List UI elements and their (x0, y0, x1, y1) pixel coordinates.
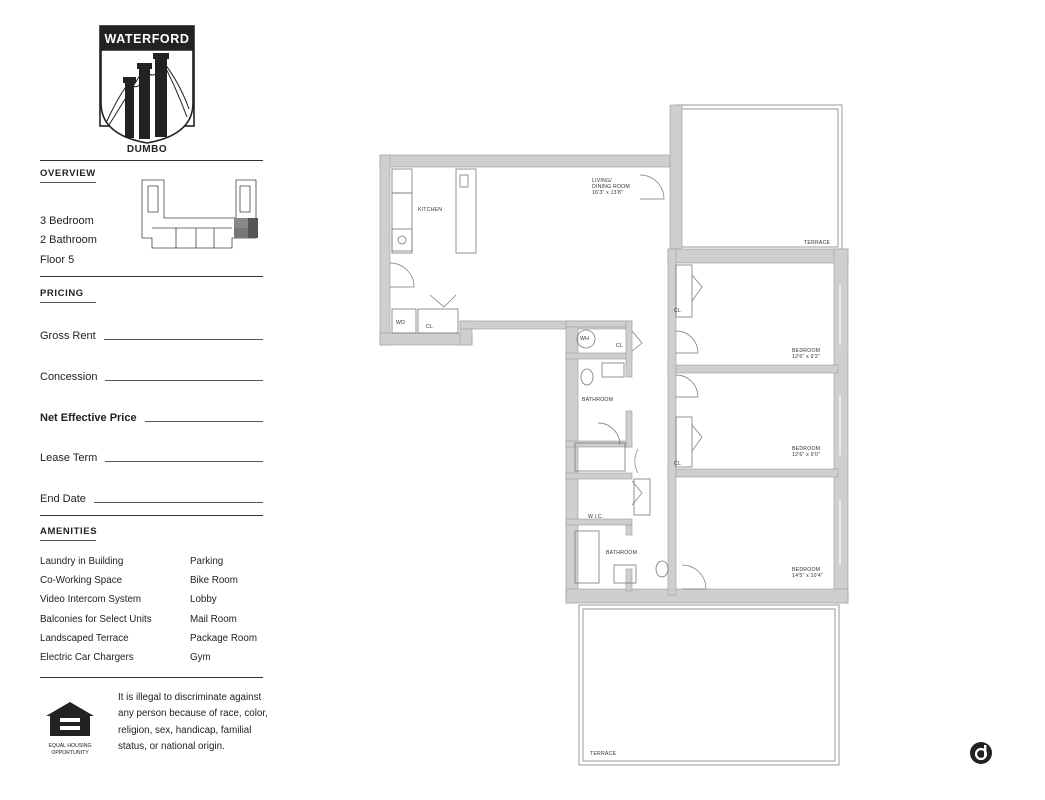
divider-2 (40, 276, 263, 277)
amenity-item: Bike Room (190, 575, 238, 586)
overview-floor: Floor 5 (40, 254, 75, 266)
bedroom-1-label (792, 348, 820, 360)
amenity-item: Gym (190, 652, 211, 663)
bedroom-3-dims: 14'5" x 10'4" (792, 573, 824, 579)
equal-housing-house-icon (44, 700, 96, 758)
gross-rent-line (104, 339, 263, 340)
living-room-name: LIVING/ (592, 178, 612, 184)
terrace-bottom-label: TERRACE (590, 751, 617, 757)
bedroom-2-dims: 12'6" x 9'0" (792, 452, 820, 458)
kitchen-closet-label: CL (426, 324, 434, 330)
bedroom-1-name: BEDROOM (792, 348, 821, 354)
amenity-item: Video Intercom System (40, 594, 142, 605)
logo-neighborhood: DUMBO (126, 144, 168, 153)
lease-term-line (105, 461, 263, 462)
bedroom-2-name: BEDROOM (792, 446, 821, 452)
floor-plan-drawing (370, 95, 860, 775)
net-effective-label: Net Effective Price (40, 412, 137, 424)
wic-label: W.I.C. (588, 514, 604, 520)
amenity-item: Electric Car Chargers (40, 652, 134, 663)
bedroom-1-closet-label: CL (674, 308, 682, 314)
amenity-item: Package Room (190, 633, 257, 644)
living-room-name-2: DINING ROOM (592, 184, 630, 190)
amenity-item: Co-Working Space (40, 575, 123, 586)
wh-label: WH (580, 336, 590, 342)
floor-keyplan-icon (136, 178, 266, 250)
amenity-item: Lobby (190, 594, 217, 605)
divider-1 (40, 160, 263, 161)
bathroom-2-label: BATHROOM (606, 550, 638, 556)
overview-title: OVERVIEW (40, 168, 96, 179)
amenity-item: Parking (190, 556, 224, 567)
divider-3 (40, 515, 263, 516)
wd-label: WD (396, 320, 406, 326)
gross-rent-row (40, 326, 263, 342)
terrace-top-label: TERRACE (804, 240, 831, 246)
bedroom-3-name: BEDROOM (792, 567, 821, 573)
bedroom-2-closet-label: CL (674, 461, 682, 467)
amenity-item: Mail Room (190, 614, 237, 625)
bedroom-2-label (792, 446, 820, 458)
bedroom-3-label (792, 567, 823, 579)
concession-label: Concession (40, 371, 98, 383)
amenities-title: AMENITIES (40, 526, 98, 537)
living-room-label (592, 178, 630, 196)
bedroom-1-dims: 12'6" x 9'2" (792, 354, 820, 360)
wh-closet-label: CL (616, 343, 624, 349)
floor-plan (370, 95, 860, 775)
concession-line (105, 380, 263, 381)
bathroom-1-label: BATHROOM (582, 397, 614, 403)
amenity-item: Balconies for Select Units (40, 614, 152, 625)
amenity-item: Landscaped Terrace (40, 633, 129, 644)
pricing-title: PRICING (40, 288, 84, 299)
net-effective-row (40, 408, 263, 424)
kitchen-label: KITCHEN (418, 207, 443, 213)
amenity-item: Laundry in Building (40, 556, 124, 567)
net-effective-line (145, 421, 263, 422)
end-date-line (94, 502, 263, 503)
end-date-label: End Date (40, 493, 86, 505)
fair-housing-notice: It is illegal to discriminate against any person because of race, color, religion, sex, handicap, familial status, or national origin. (118, 692, 268, 752)
waterford-logo (99, 25, 195, 153)
end-date-row (40, 489, 263, 505)
concession-row (40, 367, 263, 383)
overview-bathrooms: 2 Bathroom (40, 234, 97, 246)
divider-4 (40, 677, 263, 678)
living-room-dims: 16'3" x 13'8" (592, 190, 624, 196)
gross-rent-label: Gross Rent (40, 330, 96, 342)
logo-wordmark: WATERFORD (104, 32, 190, 46)
lease-term-row (40, 448, 263, 464)
brand-mark-icon (969, 741, 993, 765)
lease-term-label: Lease Term (40, 452, 98, 464)
eho-line-1: EQUAL HOUSING (48, 743, 92, 749)
eho-line-2: OPPORTUNITY (51, 750, 89, 756)
overview-bedrooms: 3 Bedroom (40, 215, 94, 227)
